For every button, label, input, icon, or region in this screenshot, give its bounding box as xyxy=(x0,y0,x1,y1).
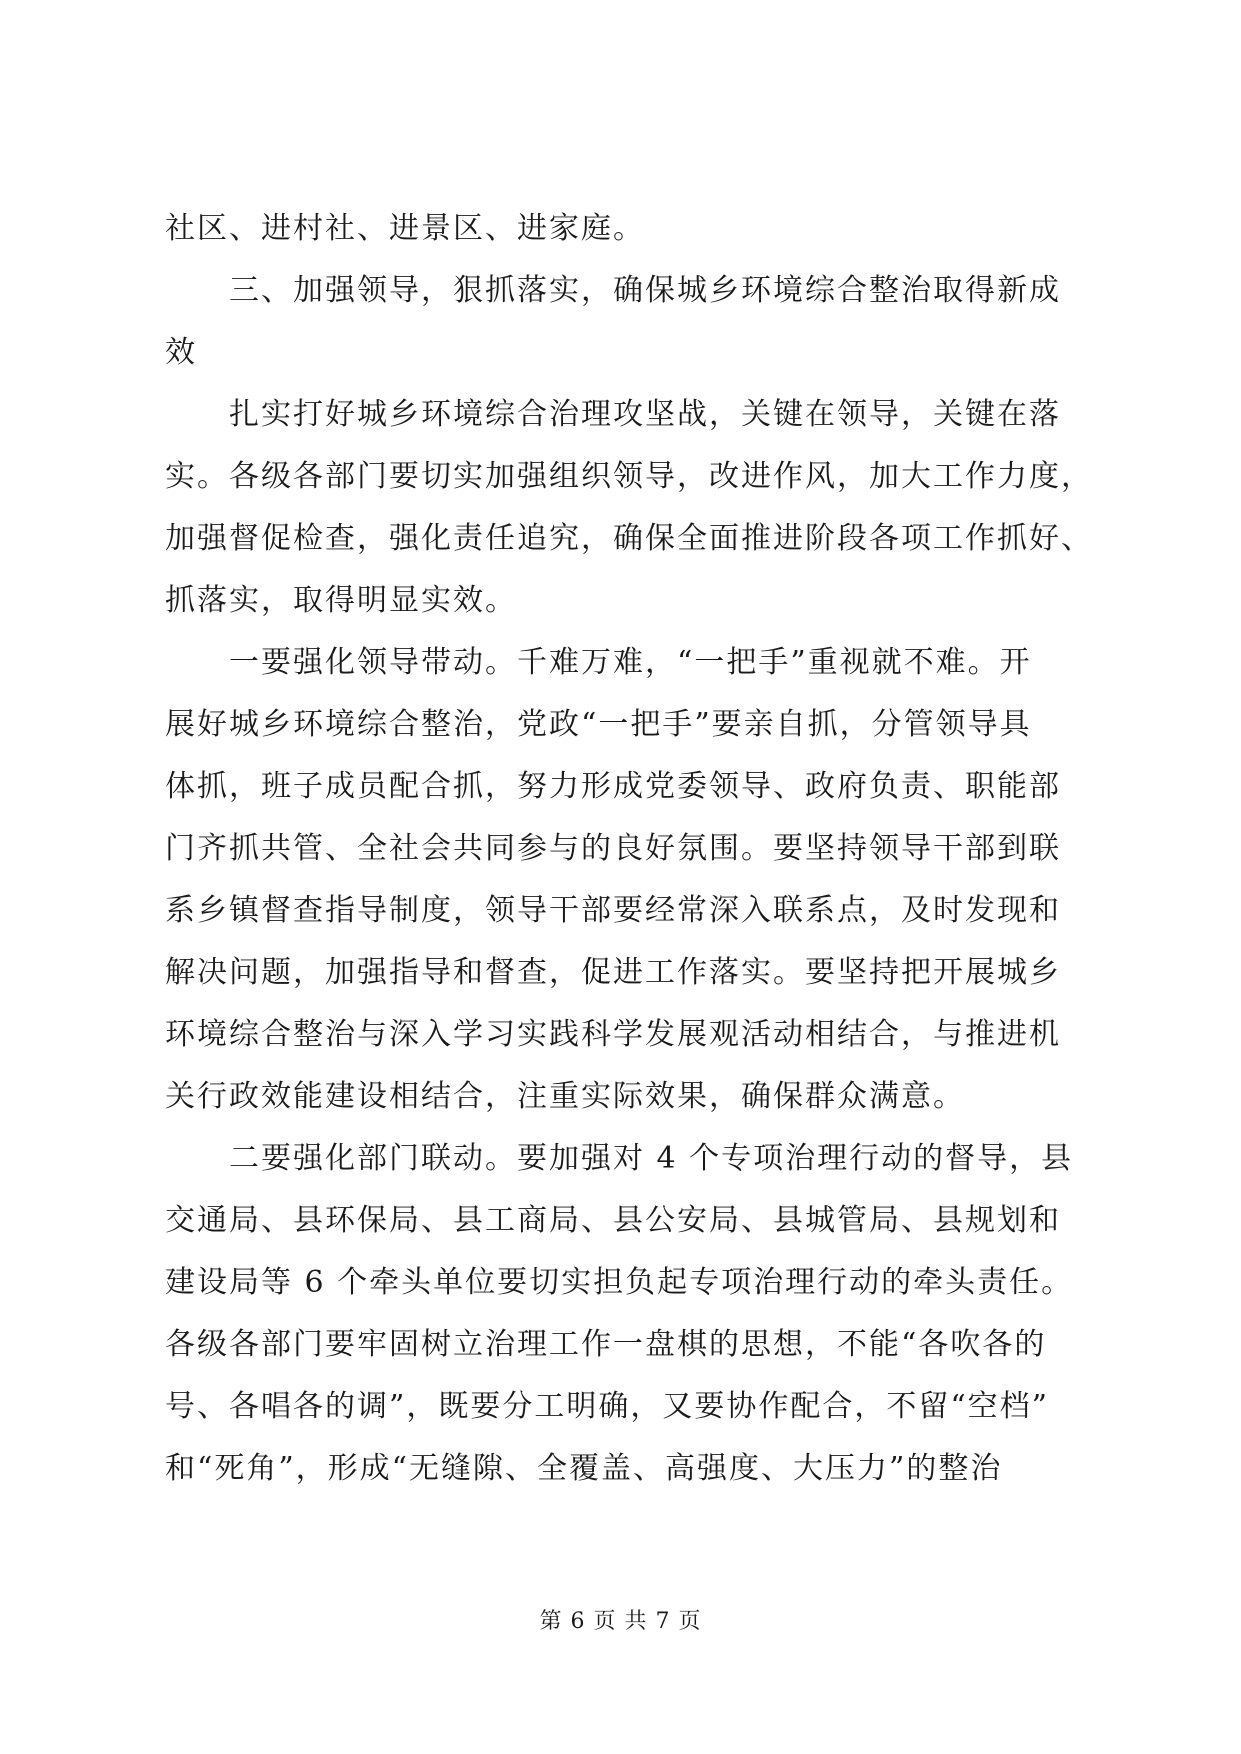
text-line: 各级各部门要牢固树立治理工作一盘棋的思想，不能“各吹各的 xyxy=(165,1327,1047,1362)
section-heading-continued: 效 xyxy=(165,335,197,370)
section-heading: 三、加强领导，狠抓落实，确保城乡环境综合整治取得新成 xyxy=(229,273,1061,308)
text-line: 体抓，班子成员配合抓，努力形成党委领导、政府负责、职能部 xyxy=(165,769,1061,804)
text-line: 二要强化部门联动。要加强对 4 个专项治理行动的督导，县 xyxy=(229,1141,1074,1176)
text-line: 交通局、县环保局、县工商局、县公安局、县城管局、县规划和 xyxy=(165,1203,1061,1238)
text-line: 扎实打好城乡环境综合治理攻坚战，关键在领导，关键在落 xyxy=(229,397,1061,432)
text-line: 门齐抓共管、全社会共同参与的良好氛围。要坚持领导干部到联 xyxy=(165,831,1061,866)
text-line: 和“死角”，形成“无缝隙、全覆盖、高强度、大压力”的整治 xyxy=(165,1451,1003,1486)
text-line: 建设局等 6 个牵头单位要切实担负起专项治理行动的牵头责任。 xyxy=(165,1265,1074,1300)
text-line: 实。各级各部门要切实加强组织领导，改进作风，加大工作力度， xyxy=(165,459,1093,494)
text-line: 社区、进村社、进景区、进家庭。 xyxy=(165,211,645,246)
text-line: 关行政效能建设相结合，注重实际效果，确保群众满意。 xyxy=(165,1079,965,1114)
body-text xyxy=(165,198,1093,1500)
text-line: 一要强化领导带动。千难万难，“一把手”重视就不难。开 xyxy=(229,645,1032,680)
text-line: 号、各唱各的调”，既要分工明确，又要协作配合，不留“空档” xyxy=(165,1389,1050,1424)
text-line: 抓落实，取得明显实效。 xyxy=(165,583,517,618)
page-footer: 第 6 页 共 7 页 xyxy=(539,1609,702,1634)
text-line: 展好城乡环境综合整治，党政“一把手”要亲自抓，分管领导具 xyxy=(165,707,1032,742)
text-line: 环境综合整治与深入学习实践科学发展观活动相结合，与推进机 xyxy=(165,1017,1061,1052)
text-line: 加强督促检查，强化责任追究，确保全面推进阶段各项工作抓好、 xyxy=(165,521,1093,556)
text-line: 解决问题，加强指导和督查，促进工作落实。要坚持把开展城乡 xyxy=(165,955,1061,990)
text-line: 系乡镇督查指导制度，领导干部要经常深入联系点，及时发现和 xyxy=(165,893,1061,928)
